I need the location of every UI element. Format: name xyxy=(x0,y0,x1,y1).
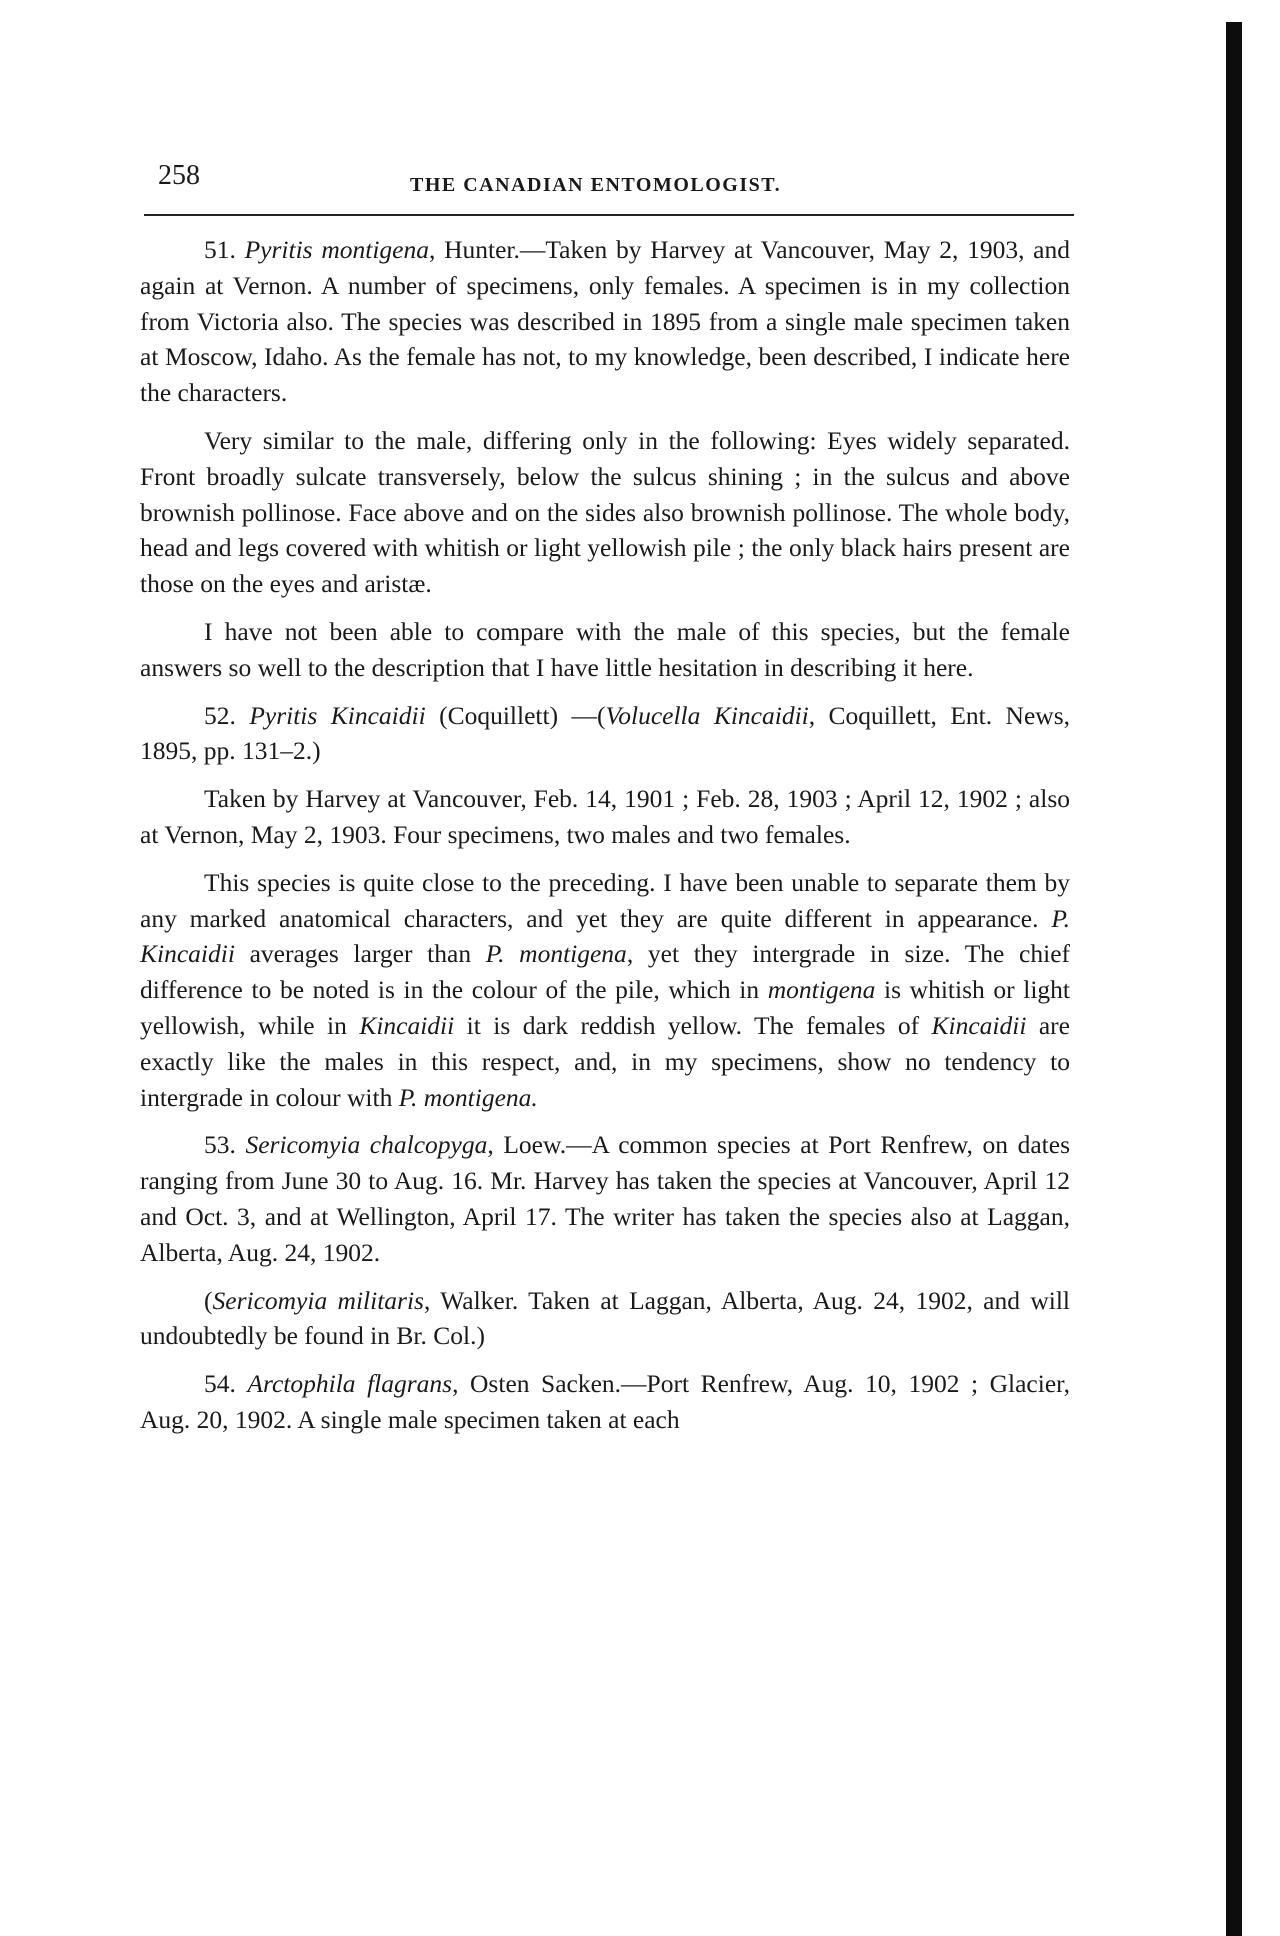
text-run: is whitish or light yellowish, while in xyxy=(140,975,1070,1040)
paragraph xyxy=(140,1283,1070,1355)
paragraph xyxy=(140,1127,1070,1270)
italic-text: P. montigena. xyxy=(398,1082,538,1112)
italic-text: P. montigena xyxy=(485,939,627,969)
paragraph xyxy=(140,1366,1070,1438)
text-run: are exactly like the males in this respect, and, in my specimens, show no tendency to intergrade in colour with xyxy=(140,1010,1070,1112)
italic-text: P. Kincaidii xyxy=(140,903,1070,969)
text-run: , Hunter.—Taken by Harvey at Vancouver, May 2, 1903, and again at Vernon. A number of specimens, only females. A specimen is in my collection from Victoria also. The species was described in 1895 from a single male specimen taken at Moscow, Idaho. As the female has not, to my knowledge, been described, I indicate here the characters. xyxy=(140,235,1070,408)
text-run: 51. xyxy=(204,235,245,264)
text-run: ( xyxy=(204,1285,213,1315)
italic-text: Kincaidii xyxy=(931,1010,1027,1040)
italic-text: Pyritis Kincaidii xyxy=(249,700,426,730)
text-run: 53. xyxy=(204,1130,246,1160)
text-run: , Coquillett, Ent. News, 1895, pp. 131–2.) xyxy=(140,700,1071,766)
page-header xyxy=(140,160,1070,210)
running-head: THE CANADIAN ENTOMOLOGIST. xyxy=(410,174,782,196)
text-run: it is dark reddish yellow. The females of xyxy=(454,1010,932,1040)
paragraph xyxy=(140,698,1070,770)
text-run: I have not been able to compare with the male of this species, but the female answers so well to the description that I have little hesitation in describing it here. xyxy=(140,616,1070,682)
italic-text: Pyritis montigena xyxy=(244,235,429,264)
text-run: (Coquillett) —( xyxy=(425,700,606,730)
italic-text: Sericomyia chalcopyga xyxy=(245,1130,488,1160)
page xyxy=(140,160,1070,1438)
italic-text: Volucella Kincaidii xyxy=(605,700,809,730)
italic-text: Sericomyia militaris xyxy=(212,1285,424,1315)
text-run: , yet they intergrade in size. The chief difference to be noted is in the colour of the pile, which in xyxy=(140,939,1070,1005)
header-rule xyxy=(144,214,1074,216)
italic-text: Arctophila flagrans xyxy=(247,1369,453,1399)
paragraph xyxy=(140,423,1070,602)
text-run: , Loew.—A common species at Port Renfrew, on dates ranging from June 30 to Aug. 16. Mr. Harvey has taken the species at Vancouver, April 12 and Oct. 3, and at Wellington, April 17. The writer has taken the species also at Laggan, Alberta, Aug. 24, 1902. xyxy=(140,1130,1070,1267)
text-run: , Walker. Taken at Laggan, Alberta, Aug. 24, 1902, and will undoubtedly be found in Br. Col.) xyxy=(140,1285,1071,1351)
page-number: 258 xyxy=(158,160,200,191)
paragraph xyxy=(140,781,1070,853)
body-text xyxy=(140,232,1070,1438)
italic-text: Kincaidii xyxy=(359,1010,455,1040)
paragraph xyxy=(140,232,1070,411)
page-edge-shadow xyxy=(1226,22,1242,1936)
text-run: 52. xyxy=(204,700,250,730)
text-run: , Osten Sacken.—Port Renfrew, Aug. 10, 1902 ; Glacier, Aug. 20, 1902. A single male specimen taken at each xyxy=(140,1369,1070,1434)
paragraph xyxy=(140,865,1070,1116)
text-run: This species is quite close to the preceding. I have been unable to separate them by any marked anatomical characters, and yet they are quite different in appearance. xyxy=(140,867,1070,933)
text-run: averages larger than xyxy=(234,939,486,969)
text-run: Taken by Harvey at Vancouver, Feb. 14, 1901 ; Feb. 28, 1903 ; April 12, 1902 ; also at Vernon, May 2, 1903. Four specimens, two males and two females. xyxy=(140,784,1070,849)
italic-text: montigena xyxy=(767,975,876,1005)
paragraph xyxy=(140,614,1070,686)
text-run: 54. xyxy=(204,1369,248,1399)
text-run: Very similar to the male, differing only in the following: Eyes widely separated. Front broadly sulcate transversely, below the sulcus shining ; in the sulcus and above brownish pollinose. Face above and on the sides also brownish pollinose. The whole body, head and legs covered with whitish or light yellowish pile ; the only black hairs present are those on the eyes and aristæ. xyxy=(140,425,1070,599)
